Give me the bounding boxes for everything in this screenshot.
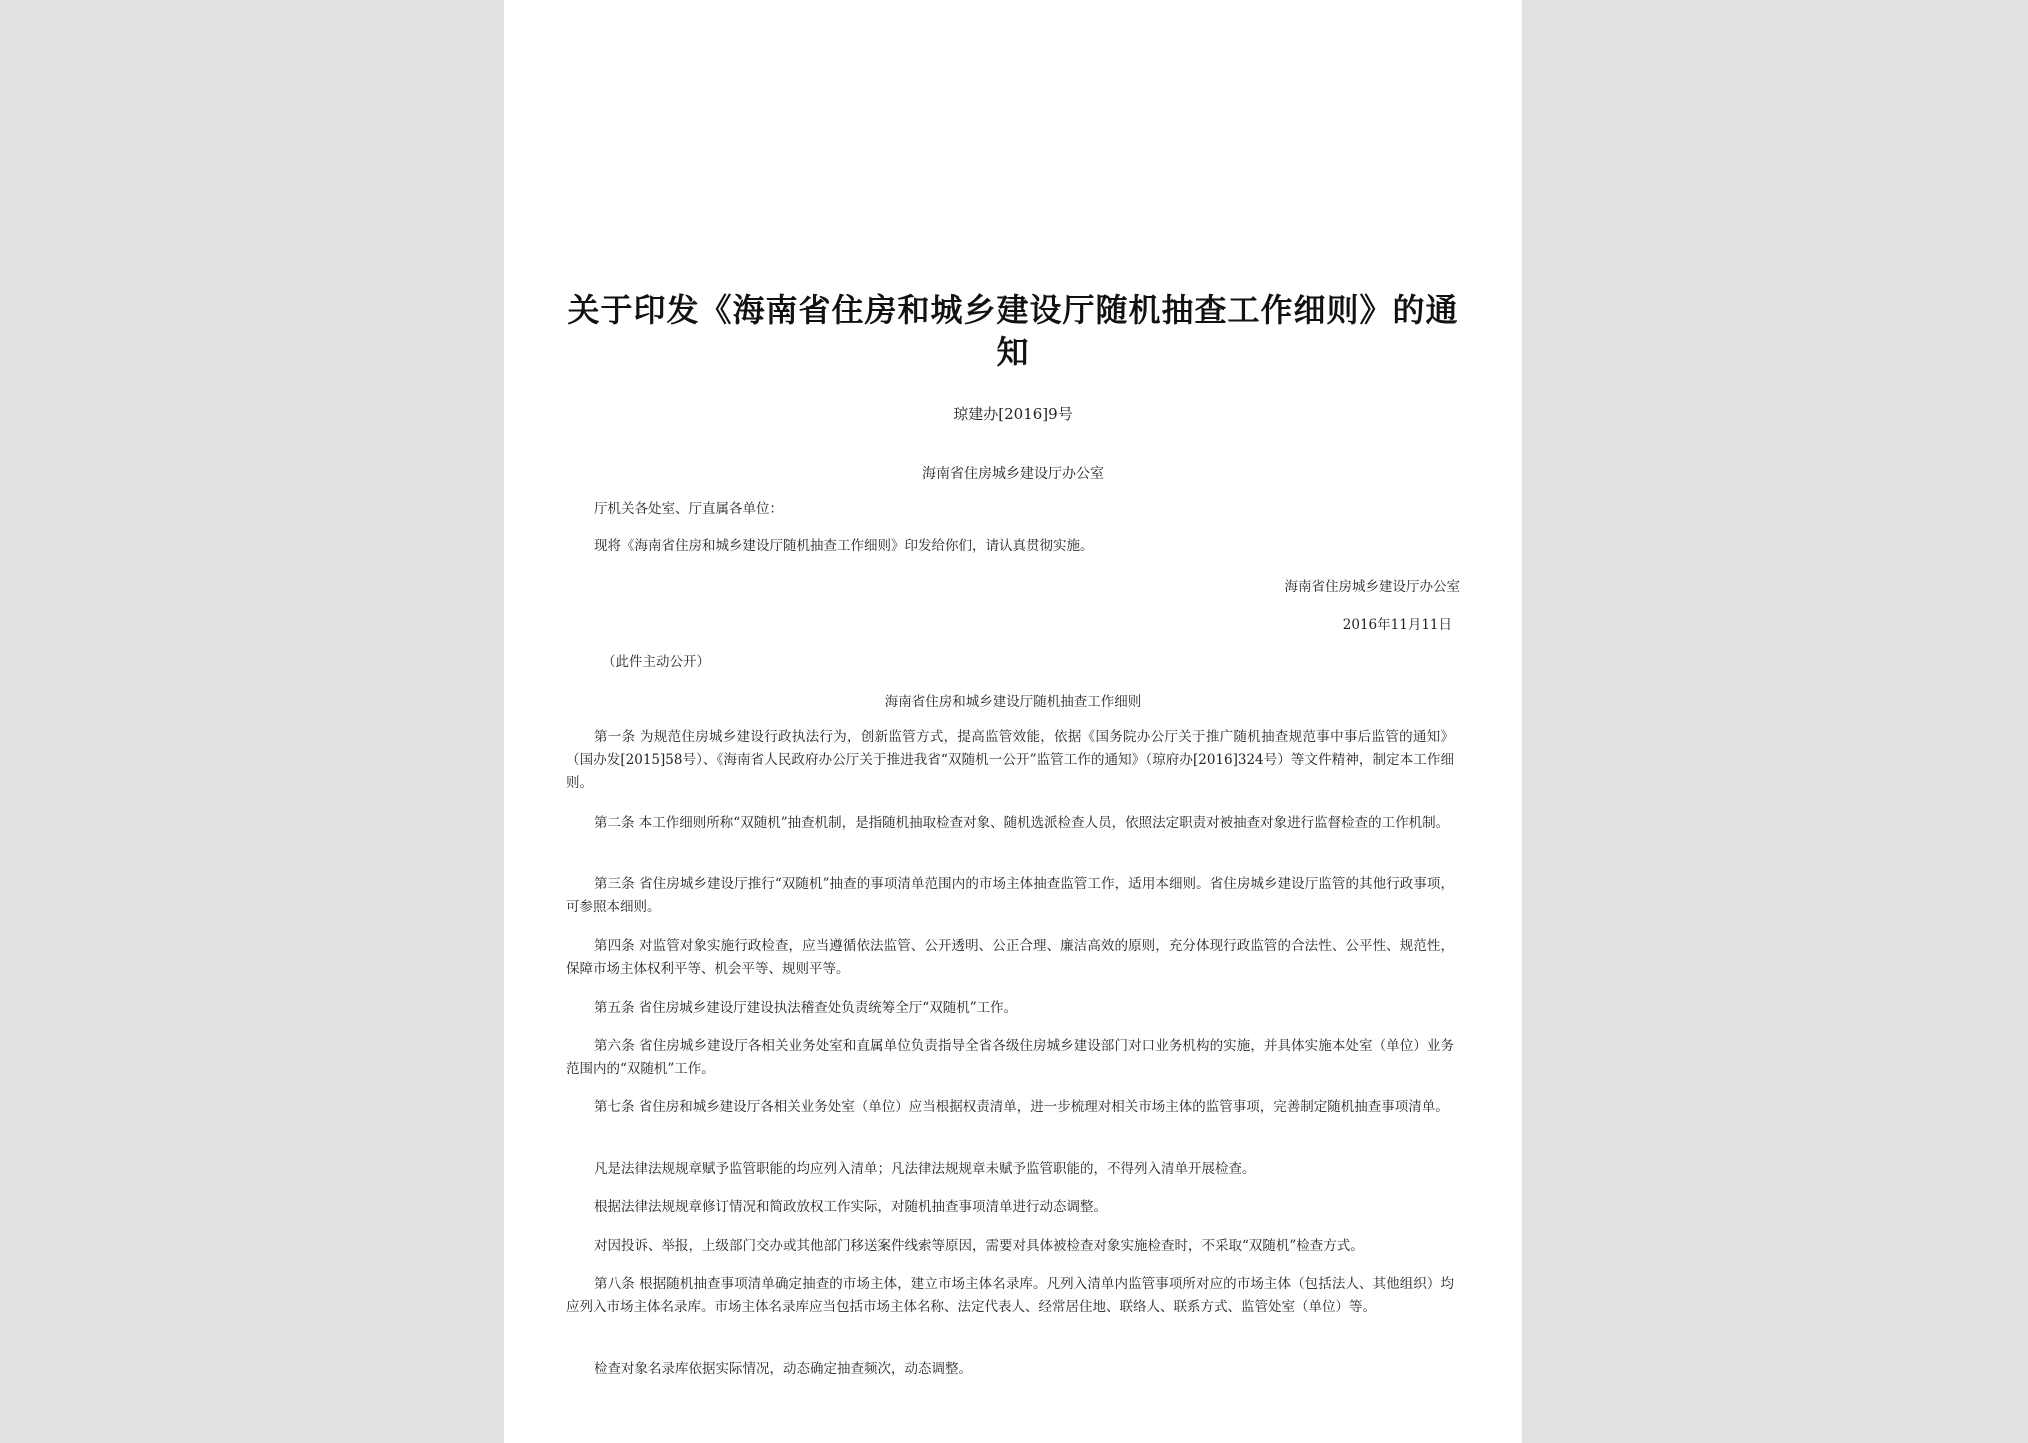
rules-title: 海南省住房和城乡建设厅随机抽查工作细则	[884, 694, 1142, 710]
paragraph: 凡是法律法规规章赋予监管职能的均应列入清单；凡法律法规规章未赋予监管职能的，不得列入清单开展检查。	[594, 1161, 1256, 1177]
paragraph: 根据法律法规规章修订情况和简政放权工作实际，对随机抽查事项清单进行动态调整。	[594, 1199, 1107, 1215]
paragraph: 第八条 根据随机抽查事项清单确定抽查的市场主体，建立市场主体名录库。凡列入清单内监管事项所对应的市场主体（包括法人、其他组织）均应列入市场主体名录库。市场主体名录库应当包括市场主体名称、法定代表人、经常居住地、联络人、联系方式、监管处室（单位）等。	[566, 1276, 1454, 1315]
paragraph: 第五条 省住房城乡建设厅建设执法稽查处负责统筹全厅“双随机”工作。	[594, 1000, 1018, 1016]
paragraph: 第二条 本工作细则所称“双随机”抽查机制，是指随机抽取检查对象、随机选派检查人员，依照法定职责对被抽查对象进行监督检查的工作机制。	[594, 815, 1450, 831]
signature: 海南省住房城乡建设厅办公室	[1284, 579, 1460, 595]
document-number: 琼建办[2016]9号	[953, 405, 1073, 423]
document-page	[504, 0, 1522, 1443]
paragraph: 第七条 省住房和城乡建设厅各相关业务处室（单位）应当根据权责清单，进一步梳理对相关市场主体的监管事项，完善制定随机抽查事项清单。	[594, 1099, 1449, 1115]
body-intro: 现将《海南省住房和城乡建设厅随机抽查工作细则》印发给你们，请认真贯彻实施。	[594, 538, 1094, 554]
issue-date: 2016年11月11日	[1342, 617, 1452, 633]
issuer: 海南省住房城乡建设厅办公室	[922, 466, 1104, 482]
paragraph: 对因投诉、举报，上级部门交办或其他部门移送案件线索等原因，需要对具体被检查对象实施检查时，不采取“双随机”检查方式。	[594, 1238, 1364, 1254]
paragraph: 第一条 为规范住房城乡建设行政执法行为，创新监管方式，提高监管效能，依据《国务院办公厅关于推广随机抽查规范事中事后监管的通知》（国办发[2015]58号）、《海南省人民政府办公厅关于推进我省“双随机一公开”监管工作的通知》（琼府办[2016]324号）等文件精神，制定本工作细则。	[566, 729, 1454, 791]
paragraph: 第六条 省住房城乡建设厅各相关业务处室和直属单位负责指导全省各级住房城乡建设部门对口业务机构的实施，并具体实施本处室（单位）业务范围内的“双随机”工作。	[566, 1038, 1454, 1077]
disclosure-note: （此件主动公开）	[602, 654, 710, 670]
document-title: 关于印发《海南省住房和城乡建设厅随机抽查工作细则》的通知	[567, 291, 1459, 371]
salutation: 厅机关各处室、厅直属各单位：	[594, 501, 783, 517]
paragraph: 第四条 对监管对象实施行政检查，应当遵循依法监管、公开透明、公正合理、廉洁高效的原则，充分体现行政监管的合法性、公平性、规范性，保障市场主体权利平等、机会平等、规则平等。	[566, 938, 1454, 977]
paragraph: 检查对象名录库依据实际情况，动态确定抽查频次，动态调整。	[594, 1361, 972, 1377]
paragraph: 第三条 省住房城乡建设厅推行“双随机”抽查的事项清单范围内的市场主体抽查监管工作，适用本细则。省住房城乡建设厅监管的其他行政事项，可参照本细则。	[566, 876, 1454, 915]
